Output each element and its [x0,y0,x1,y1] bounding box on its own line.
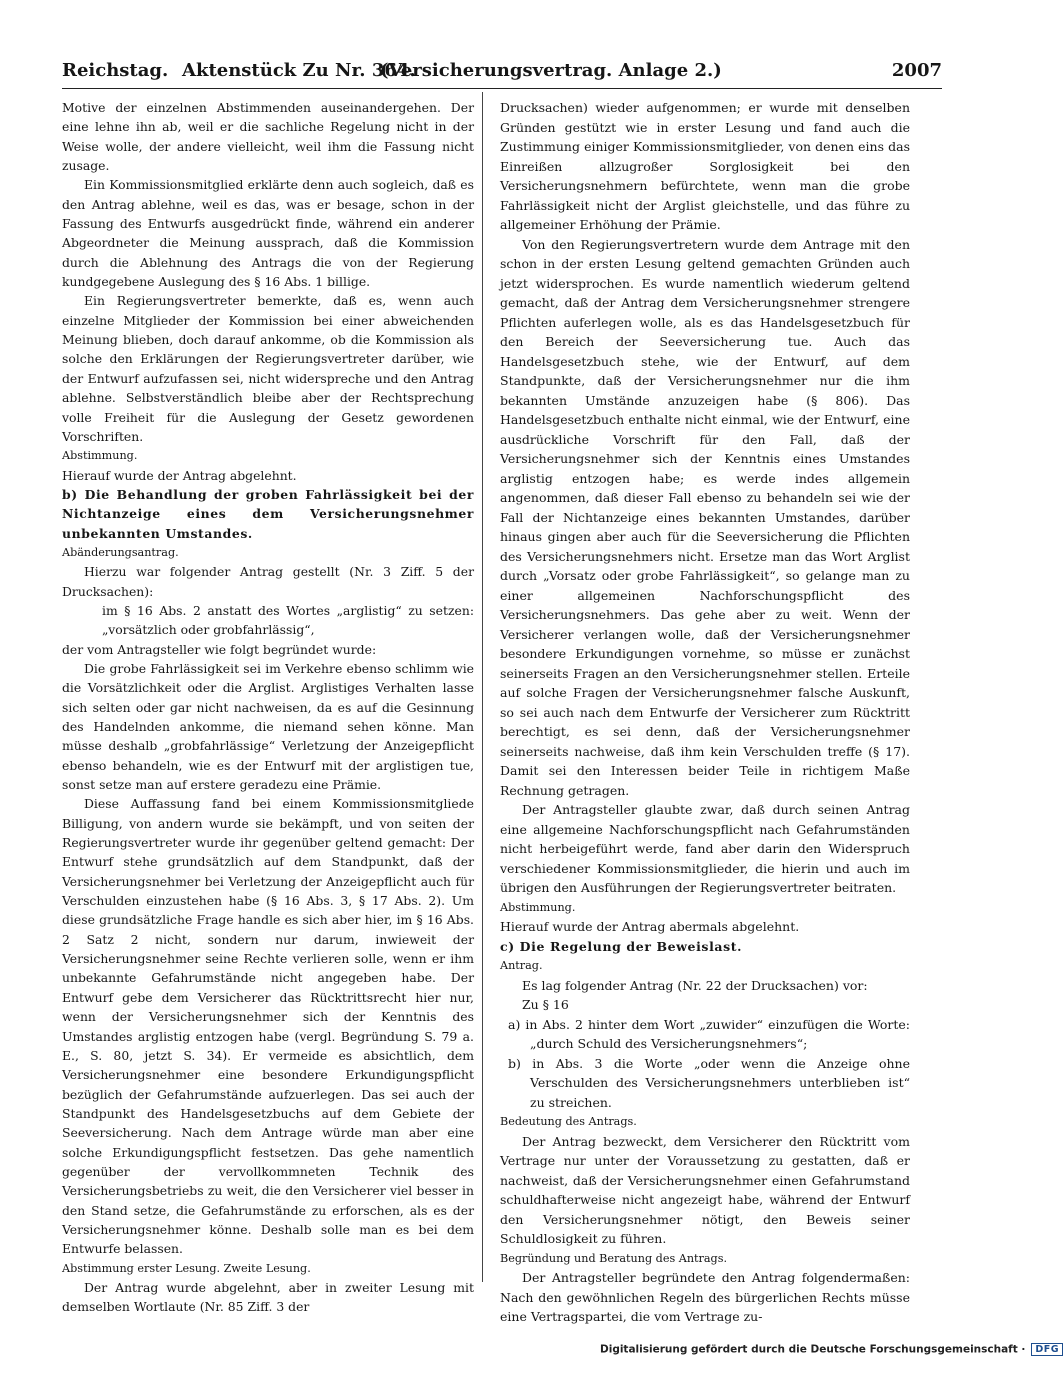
paragraph: Der Antragsteller begründete den Antrag folgendermaßen: Nach den gewöhnlichen Regeln des bürgerlichen Rechts müsse eine Vertragspartei, die vom Vertrage zu- [500,1270,910,1324]
paragraph: Der Antrag bezweckt, dem Versicherer den Rücktritt vom Vertrage nur unter der Voraussetzung zu gestatten, daß er nachweist, daß der Versicherungsnehmer einen Gefahrumstand schuldhafterweise nicht angezeigt habe, während der Entwurf den Versicherungsnehmer nötigt, den Beweis seiner Schuldlosigkeit zu führen. [500,1133,910,1246]
paragraph: Der Antragsteller glaubte zwar, daß durch seinen Antrag eine allgemeine Nachforschungspflicht nach Gefahrumständen nicht herbeigeführt werde, fand aber darin den Widerspruch verschiedener Kommissionsmitglieder, die hierin und auch im übrigen den Ausführungen der Regierungsvertreter beitraten. [500,802,910,895]
vote-result: Hierauf wurde der Antrag abgelehnt. [62,467,297,483]
header-subject: (Versicherungsvertrag. Anlage 2.) [380,60,722,81]
motion-item-b: b) in Abs. 3 die Worte „oder wenn die Anzeige ohne Verschulden des Versicherungsnehmers unterblieben ist“ zu streichen. [508,1055,910,1110]
column-divider [482,92,483,1282]
subheading-bedeutung: Bedeutung des Antrags. [500,1115,637,1128]
paragraph: Von den Regierungsvertretern wurde dem Antrage mit den schon in der ersten Lesung geltend gemachten Gründen auch jetzt widersprochen. Es wurde namentlich wiederum geltend gemacht, daß der Antrag dem Versicherungsnehmer strengere Pflichten auferlegen wolle, als es das Handelsgesetzbuch für den Bereich der Seeversicherung tue. Auch das Handelsgesetzbuch stehe, wie der Entwurf, auf dem Standpunkte, daß der Versicherungsnehmer nur die ihm bekannten Umstände anzuzeigen habe (§ 806). Das Handelsgesetzbuch enthalte nicht einmal, wie der Entwurf, eine ausdrückliche Vorschrift für den Fall, daß der Versicherungsnehmer sich der Kenntnis eines Umstandes arglistig entzogen habe; es werde indes allgemein angenommen, daß dieser Fall ebenso zu behandeln sei wie der Fall der Nichtanzeige eines bekannten Umstandes, darüber hinaus gingen aber auch für die Seeversicherung die Pflichten des Versicherungsnehmers nicht. Ersetze man das Wort Arglist durch „Vorsatz oder grobe Fahrlässigkeit“, so gelange man zu einer allgemeinen Nachforschungspflicht des Versicherungsnehmers. Das gehe aber zu weit. Wenn der Versicherer verlangen wolle, daß der Versicherungsnehmer besondere Erkundigungen vornehme, so müsse er zunächst seinerseits Fragen an den Versicherungsnehmer stellen. Erteile auf solche Fragen der Versicherungsnehmer falsche Auskunft, so sei auch nach dem Entwurfe der Versicherer zum Rücktritt berechtigt, es sei denn, daß der Versicherungsnehmer seinerseits nachweise, daß ihm kein Verschulden treffe (§ 17). Damit sei den Interessen beider Teile in richtigem Maße Rechnung getragen. [500,236,910,798]
section-heading-b: b) Die Behandlung der groben Fahrlässigkeit bei der Nichtanzeige eines dem Versicherungsnehmer unbekannten Umstandes. [62,486,474,541]
paragraph: Es lag folgender Antrag (Nr. 22 der Drucksachen) vor: [522,977,868,993]
subheading-abstimmung-lesung: Abstimmung erster Lesung. Zweite Lesung. [62,1261,311,1275]
credit-text: Digitalisierung gefördert durch die Deutsche Forschungsgemeinschaft · [600,1343,1026,1356]
paragraph: Diese Auffassung fand bei einem Kommissionsmitgliede Billigung, von andern wurde sie bekämpft, und von seiten der Regierungsvertreter wurde ihr gegenüber geltend gemacht: Der Entwurf stehe grundsätzlich auf dem Standpunkt, daß der Versicherungsnehmer bei Verletzung der Anzeigepflicht auch für Verschulden einzustehen habe (§ 16 Abs. 3, § 17 Abs. 2). Um diese grundsätzliche Frage handle es sich aber hier, im § 16 Abs. 2 Satz 2 nicht, sondern nur darum, inwieweit der Versicherungsnehmer seine Rechte verlieren solle, wenn er ihm unbekannte Gefahrumstände nicht angegeben habe. Der Entwurf gebe dem Versicherer das Rücktrittsrecht hier nur, wenn der Versicherungsnehmer sich der Kenntnis des Umstandes arglistig entzogen habe (vergl. Begründung S. 79 a. E., S. 80, jetzt S. 34). Er vermeide es absichtlich, dem Versicherungsnehmer eine besondere Erkundigungspflicht bezüglich der Gefahrumstände aufzuerlegen. Das sei auch der Standpunkt des Handelsgesetzbuchs auf dem Gebiete der Seeversicherung. Nach dem Antrage würde man aber eine solche Erkundigungspflicht festsetzen. Das gehe namentlich gegenüber der vervollkommneten Technik des Versicherungsbetriebs zu weit, die den Versicherer viel besser in den Stand setze, die Gefahrumstände zu erforschen, als es der Versicherungsnehmer könne. Deshalb solle man es bei dem Entwurfe belassen. [62,796,474,1257]
paragraph: Ein Kommissionsmitglied erklärte denn auch sogleich, daß es den Antrag ablehne, weil es das, was er besage, schon in der Fassung des Entwurfs ausgedrückt finde, während ein anderer Abgeordneter die Meinung aussprach, daß die Kommission durch die Ablehnung des Antrags die von der Regierung kundgegebene Auslegung des § 16 Abs. 1 billige. [62,177,474,290]
header-document: Aktenstück Zu Nr. 364. [182,60,416,81]
paragraph: Ein Regierungsvertreter bemerkte, daß es, wenn auch einzelne Mitglieder der Kommission bei einer abweichenden Meinung blieben, doch darauf ankomme, ob die Kommission als solche den Erklärungen der Regierungsvertreter darüber, wie der Entwurf aufzufassen sei, nicht widerspreche und den Antrag ablehne. Selbstverständlich bleibe aber der Rechtsprechung volle Freiheit für die Auslegung der Gesetz gewordenen Vorschriften. [62,293,474,444]
paragraph: der vom Antragsteller wie folgt begründet wurde: [62,641,377,657]
paragraph: Drucksachen) wieder aufgenommen; er wurde mit denselben Gründen gestützt wie in erster Lesung und fand auch die Zustimmung einiger Kommissionsmitglieder, von denen eins das Einreißen allzugroßer Sorglosigkeit bei den Versicherungsnehmern befürchtete, wenn man die grobe Fahrlässigkeit nicht der Arglist gleichstelle, und das führe zu allgemeiner Erhöhung der Prämie. [500,100,910,232]
dfg-logo: DFG [1031,1343,1063,1356]
subheading-abstimmung: Abstimmung. [62,449,138,463]
page-number: 2007 [891,60,942,81]
left-column [62,98,474,1317]
motion-target: Zu § 16 [522,997,569,1012]
subheading-antrag: Antrag. [500,959,543,972]
digitization-credit [600,1343,1060,1359]
header-publication: Reichstag. [62,60,169,81]
quoted-motion: im § 16 Abs. 2 anstatt des Wortes „arglistig“ zu setzen: „vorsätzlich oder grobfahrlässig“, [102,602,474,638]
header-rule [62,88,942,89]
motion-item-a: a) in Abs. 2 hinter dem Wort „zuwider“ einzufügen die Worte: „durch Schuld des Versicherungsnehmers“; [508,1016,910,1051]
paragraph: Motive der einzelnen Abstimmenden auseinandergehen. Der eine lehne ihn ab, weil er die sachliche Regelung nicht in der Weise wolle, der andere vielleicht, weil ihm die Fassung nicht zusage. [62,100,474,174]
subheading-abaenderungsantrag: Abänderungsantrag. [62,545,179,559]
subheading-abstimmung: Abstimmung. [500,900,576,914]
vote-result: Hierauf wurde der Antrag abermals abgelehnt. [500,919,800,934]
section-heading-c: c) Die Regelung der Beweislast. [500,938,743,954]
page-header [62,60,942,84]
subheading-begruendung: Begründung und Beratung des Antrags. [500,1251,728,1265]
paragraph: Der Antrag wurde abgelehnt, aber in zweiter Lesung mit demselben Wortlaute (Nr. 85 Ziff. 3 der [62,1279,474,1315]
right-column [500,98,910,1327]
paragraph: Hierzu war folgender Antrag gestellt (Nr. 3 Ziff. 5 der Drucksachen): [62,564,474,599]
paragraph: Die grobe Fahrlässigkeit sei im Verkehre ebenso schlimm wie die Vorsätzlichkeit oder die Arglist. Arglistiges Verhalten lasse sich selten oder gar nicht nachweisen, da es auf die Gesinnung des Handelnden ankomme, die niemand sehen könne. Man müsse deshalb „grobfahrlässige“ Verletzung der Anzeigepflicht ebenso behandeln, wie es der Entwurf mit der arglistigen tue, sonst setze man auf erstere geradezu eine Prämie. [62,660,474,793]
